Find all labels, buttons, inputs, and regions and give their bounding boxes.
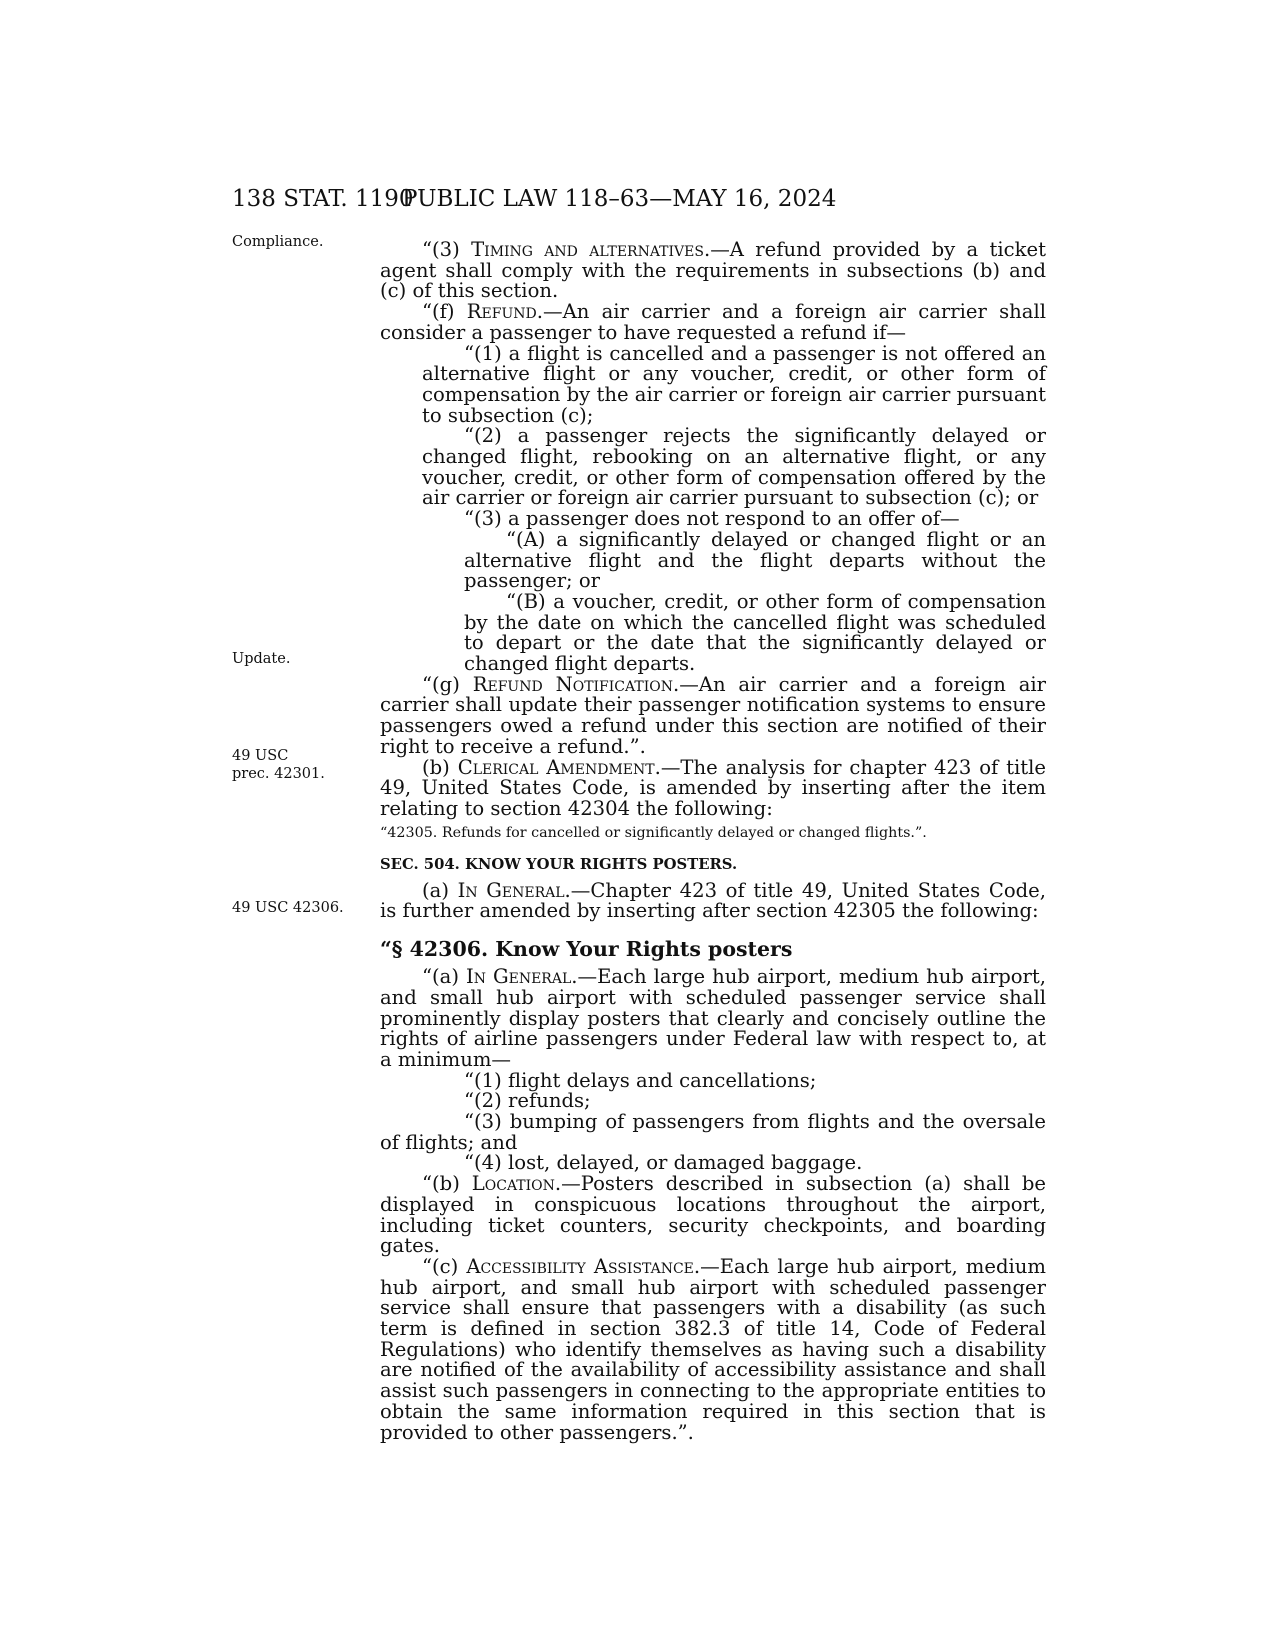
paragraph-heading: In General bbox=[465, 965, 572, 989]
paragraph-label: “(b) bbox=[422, 1172, 472, 1196]
paragraph-42306-a1: “(1) flight delays and cancellations; bbox=[464, 1068, 817, 1092]
margin-note-usc-prec-line2: prec. 42301. bbox=[232, 766, 325, 782]
paragraph-clerical-amendment bbox=[380, 755, 1046, 820]
paragraph-f3a: “(A) a significantly delayed or changed flight or an alternative flight and the flight departs without the passenger; or bbox=[464, 527, 1046, 593]
paragraph-text: .—Each large hub airport, medium hub airport, and small hub airport with scheduled passenger service shall ensure that passengers with a disability (as such term is defined in section 382.3 of title 14, Code of Federal Regulations) who identify themselves as having such a disability are notified of the availability of accessibility assistance and shall assist such passengers in connecting to the appropriate entities to obtain the same information required in this section that is provided to other passengers.”. bbox=[380, 1254, 1046, 1444]
margin-note-update: Update. bbox=[232, 651, 291, 667]
paragraph-heading: Location bbox=[471, 1172, 555, 1196]
paragraph-f3: “(3) a passenger does not respond to an offer of— bbox=[464, 507, 960, 531]
paragraph-label: “(a) bbox=[422, 965, 466, 989]
paragraph-text: .—Each large hub airport, medium hub airport, and small hub airport with scheduled passenger service shall prominently display posters that clearly and concisely outline the rights of airline passengers under Federal law with respect to, at a minimum— bbox=[380, 965, 1046, 1071]
paragraph-42306-a2: “(2) refunds; bbox=[464, 1089, 591, 1113]
margin-note-usc-42306: 49 USC 42306. bbox=[232, 900, 344, 916]
paragraph-f1: “(1) a flight is cancelled and a passenger is not offered an alternative flight or any voucher, credit, or other form of compensation by the air carrier or foreign air carrier pursuant to subsection (c); bbox=[422, 341, 1046, 427]
paragraph-text: .—The analysis for chapter 423 of title 49, United States Code, is amended by inserting after the item relating to section 42304 the following: bbox=[380, 755, 1046, 820]
paragraph-42306-b bbox=[380, 1174, 1046, 1257]
paragraph-e3 bbox=[380, 240, 1046, 302]
margin-note-compliance: Compliance. bbox=[232, 234, 324, 250]
paragraph-f3b: “(B) a voucher, credit, or other form of compensation by the date on which the cancelled flight was scheduled to depart or the date that the significantly delayed or changed flight departs. bbox=[464, 589, 1046, 676]
paragraph-heading: Accessibility Assistance bbox=[466, 1254, 694, 1278]
paragraph-heading: In General bbox=[457, 878, 565, 902]
body-text bbox=[380, 240, 1046, 1443]
paragraph-label: (a) bbox=[422, 878, 458, 902]
section-heading: SEC. 504. KNOW YOUR RIGHTS POSTERS. bbox=[380, 855, 738, 873]
paragraph-f bbox=[380, 302, 1046, 343]
paragraph-label: (b) bbox=[422, 755, 458, 779]
margin-note-usc-prec-line1: 49 USC bbox=[232, 748, 289, 764]
analysis-item: “42305. Refunds for cancelled or significantly delayed or changed flights.”. bbox=[380, 824, 927, 841]
page-title: PUBLIC LAW 118–63—MAY 16, 2024 bbox=[402, 186, 837, 212]
paragraph-text: .—Posters described in subsection (a) shall be displayed in conspicuous locations throughout the airport, including ticket counters, security checkpoints, and boarding gates. bbox=[380, 1172, 1046, 1258]
paragraph-sec504-a bbox=[380, 878, 1046, 923]
paragraph-heading: Refund bbox=[466, 300, 537, 324]
paragraph-42306-a4: “(4) lost, delayed, or damaged baggage. bbox=[464, 1151, 863, 1175]
paragraph-42306-a3: “(3) bumping of passengers from flights and the oversale of flights; and bbox=[380, 1110, 1046, 1154]
paragraph-label: “(f) bbox=[422, 300, 467, 324]
paragraph-text: .—An air carrier and a foreign air carrier shall update their passenger notification systems to ensure passengers owed a refund under this section are notified of their right to receive a refund.”. bbox=[380, 672, 1047, 758]
paragraph-text: .—An air carrier and a foreign air carrier shall consider a passenger to have requested a refund if— bbox=[380, 300, 1046, 344]
paragraph-heading: Refund Notification bbox=[472, 672, 673, 696]
paragraph-heading: Timing and alternatives bbox=[471, 238, 704, 261]
stat-citation: 138 STAT. 1190 bbox=[232, 186, 414, 212]
paragraph-label: “(g) bbox=[422, 672, 473, 696]
paragraph-label: “(3) bbox=[422, 238, 472, 261]
paragraph-f2: “(2) a passenger rejects the significantly delayed or changed flight, rebooking on an alternative flight, or any voucher, credit, or other form of compensation offered by the air carrier or foreign air carrier pursuant to subsection (c); or bbox=[422, 424, 1046, 510]
new-section-heading: “§ 42306. Know Your Rights posters bbox=[380, 937, 793, 962]
paragraph-text: .—Chapter 423 of title 49, United States Code, is further amended by inserting after section 42305 the following: bbox=[380, 878, 1046, 923]
paragraph-42306-a bbox=[380, 967, 1046, 1071]
paragraph-heading: Clerical Amendment bbox=[457, 755, 655, 779]
paragraph-g bbox=[380, 672, 1047, 758]
paragraph-label: “(c) bbox=[422, 1254, 467, 1278]
paragraph-42306-c bbox=[380, 1254, 1046, 1444]
paragraph-text: .—A refund provided by a ticket agent shall comply with the requirements in subsections (b) and (c) of this section. bbox=[380, 238, 1046, 303]
